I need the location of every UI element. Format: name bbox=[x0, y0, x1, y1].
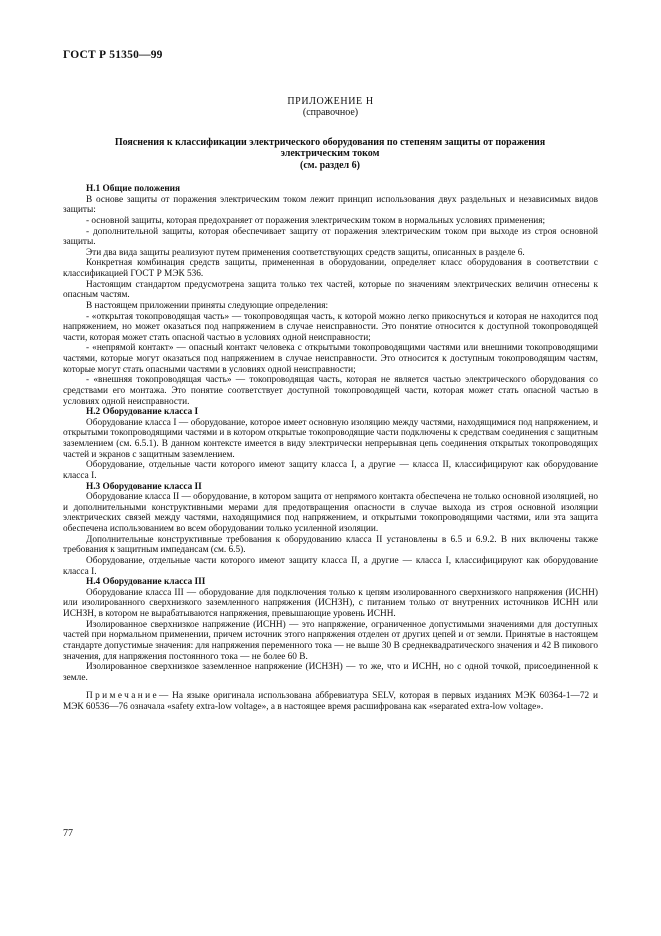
paragraph: Эти два вида защиты реализуют путем применения соответствующих средств защиты, описанных в разделе 6. bbox=[86, 247, 525, 258]
title-line: (см. раздел 6) bbox=[300, 159, 360, 171]
section-heading: Н.3 Оборудование класса II bbox=[86, 481, 202, 492]
paragraph: Дополнительные конструктивные требования к оборудованию класса II установлены в 6.5 и 6.9.2. В них включены также требования к защитным импедансам (см. 6.5). bbox=[63, 534, 598, 556]
paragraph: Оборудование класса III — оборудование для подключения только к цепям изолированного сверхнизкого напряжения (ИСНН) или изолированного сверхнизкого заземленного напряжения (ИСНЗН), с питанием только от внутренних источников ИСНН или ИСНЗН, в котором не вырабатываются напряжения, превышающие уровень ИСНН. bbox=[63, 587, 598, 619]
standard-code: ГОСТ Р 51350—99 bbox=[63, 49, 163, 61]
paragraph: - дополнительной защиты, которая обеспечивает защиту от поражения электрическим током при выходе из строя основной защиты. bbox=[63, 226, 598, 248]
appendix-heading bbox=[0, 96, 661, 118]
appendix-label: ПРИЛОЖЕНИЕ Н bbox=[287, 96, 374, 107]
paragraph: В настоящем приложении приняты следующие определения: bbox=[86, 300, 329, 311]
paragraph: - основной защиты, которая предохраняет от поражения электрическим током в нормальных условиях применения; bbox=[86, 215, 546, 226]
paragraph: Оборудование, отдельные части которого имеют защиту класса II, а другие — класса I, классифицируют как оборудование класса I. bbox=[63, 555, 598, 577]
paragraph: Изолированное сверхнизкое напряжение (ИСНН) — это напряжение, ограниченное допустимыми значениями для доступных частей при нормальном применении, причем источник этого напряжения отделен от других цепей и от земли. Принятые в настоящем стандарте допустимые значения: для напряжения переменного тока — не выше 30 В среднеквадратического значения и 42 В пикового значения, для напряжения постоянного тока — не более 60 В. bbox=[63, 619, 598, 662]
section-heading: Н.1 Общие положения bbox=[86, 184, 181, 194]
title-line: электрическим током bbox=[280, 148, 380, 160]
paragraph: - «внешняя токопроводящая часть» — токопроводящая часть, которая не является частью электрического оборудования со средствами его монтажа. Это понятие соответствует доступной токопроводящей части, которая может стать опасной частью в условиях одной неисправности. bbox=[63, 375, 598, 407]
paragraph: Конкретная комбинация средств защиты, примененная в оборудовании, определяет класс оборудования в соответствии с классификацией ГОСТ Р МЭК 536. bbox=[63, 258, 598, 279]
paragraph: В основе защиты от поражения электрическим током лежит принцип использования двух раздельных и независимых видов защиты: bbox=[63, 194, 598, 216]
paragraph: Оборудование класса II — оборудование, в котором защита от непрямого контакта обеспечена не только основной изоляцией, но и дополнительными конструктивными мерами для предотвращения опасности в случае выхода из строя основной изоляции электрических связей между частями, находящимися под напряжением, и открытыми токопроводящими частями, или эта защита обеспечена использованием во всем оборудовании только усиленной изоляции. bbox=[63, 492, 598, 534]
paragraph: - «открытая токопроводящая часть» — токопроводящая часть, к которой можно легко прикоснуться и которая не находится под напряжением, но может оказаться под напряжением в случае неисправности. Это понятие относится к доступной токопроводящей части, которая может стать опасной частью в условиях одной неисправности; bbox=[63, 311, 598, 343]
note-paragraph bbox=[63, 691, 598, 712]
section-heading: Н.2 Оборудование класса I bbox=[86, 407, 199, 418]
appendix-title bbox=[80, 137, 580, 171]
note-label: Примечание bbox=[86, 691, 159, 702]
paragraph: - «непрямой контакт» — опасный контакт человека с открытыми токопроводящими частями или внешними токопроводящими частями, которые могут оказаться под напряжением в случае неисправности. Это относится к доступным токопроводящим частям, которые могут стать опасными частями в условиях одной неисправности; bbox=[63, 343, 598, 375]
title-line: Пояснения к классификации электрического оборудования по степеням защиты от поражения bbox=[114, 137, 546, 148]
paragraph: Изолированное сверхнизкое заземленное напряжение (ИСНЗН) — то же, что и ИСНН, но с одной точкой, присоединенной к земле. bbox=[63, 662, 598, 683]
note-text: — На языке оригинала использована аббревиатура SELV, которая в первых изданиях МЭК 60364-1—72 и МЭК 60536—76 означала «safety extra-low voltage», а в настоящее время расшифрована как «separated extra-low voltage». bbox=[63, 691, 598, 712]
paragraph: Оборудование класса I — оборудование, которое имеет основную изоляцию между частями, находящимися под напряжением, и открытыми токопроводящими частями и в котором открытые токопроводящие части подключены к средствам соединения с защитным заземлением (см. 6.5.1). В данном контексте имеется в виду электрически непрерывная цепь соединения открытых токопроводящих частей и экранов с защитным заземлением. bbox=[63, 417, 598, 460]
appendix-note: (справочное) bbox=[302, 107, 359, 118]
section-heading: Н.4 Оборудование класса III bbox=[86, 577, 206, 588]
appendix-body bbox=[63, 184, 598, 713]
paragraph: Настоящим стандартом предусмотрена защита только тех частей, которые по значениям электрических величин отнесены к опасным частям. bbox=[63, 279, 598, 301]
paragraph: Оборудование, отдельные части которого имеют защиту класса I, а другие — класса II, классифицируют как оборудование класса I. bbox=[63, 460, 598, 481]
page-number: 77 bbox=[63, 828, 73, 839]
